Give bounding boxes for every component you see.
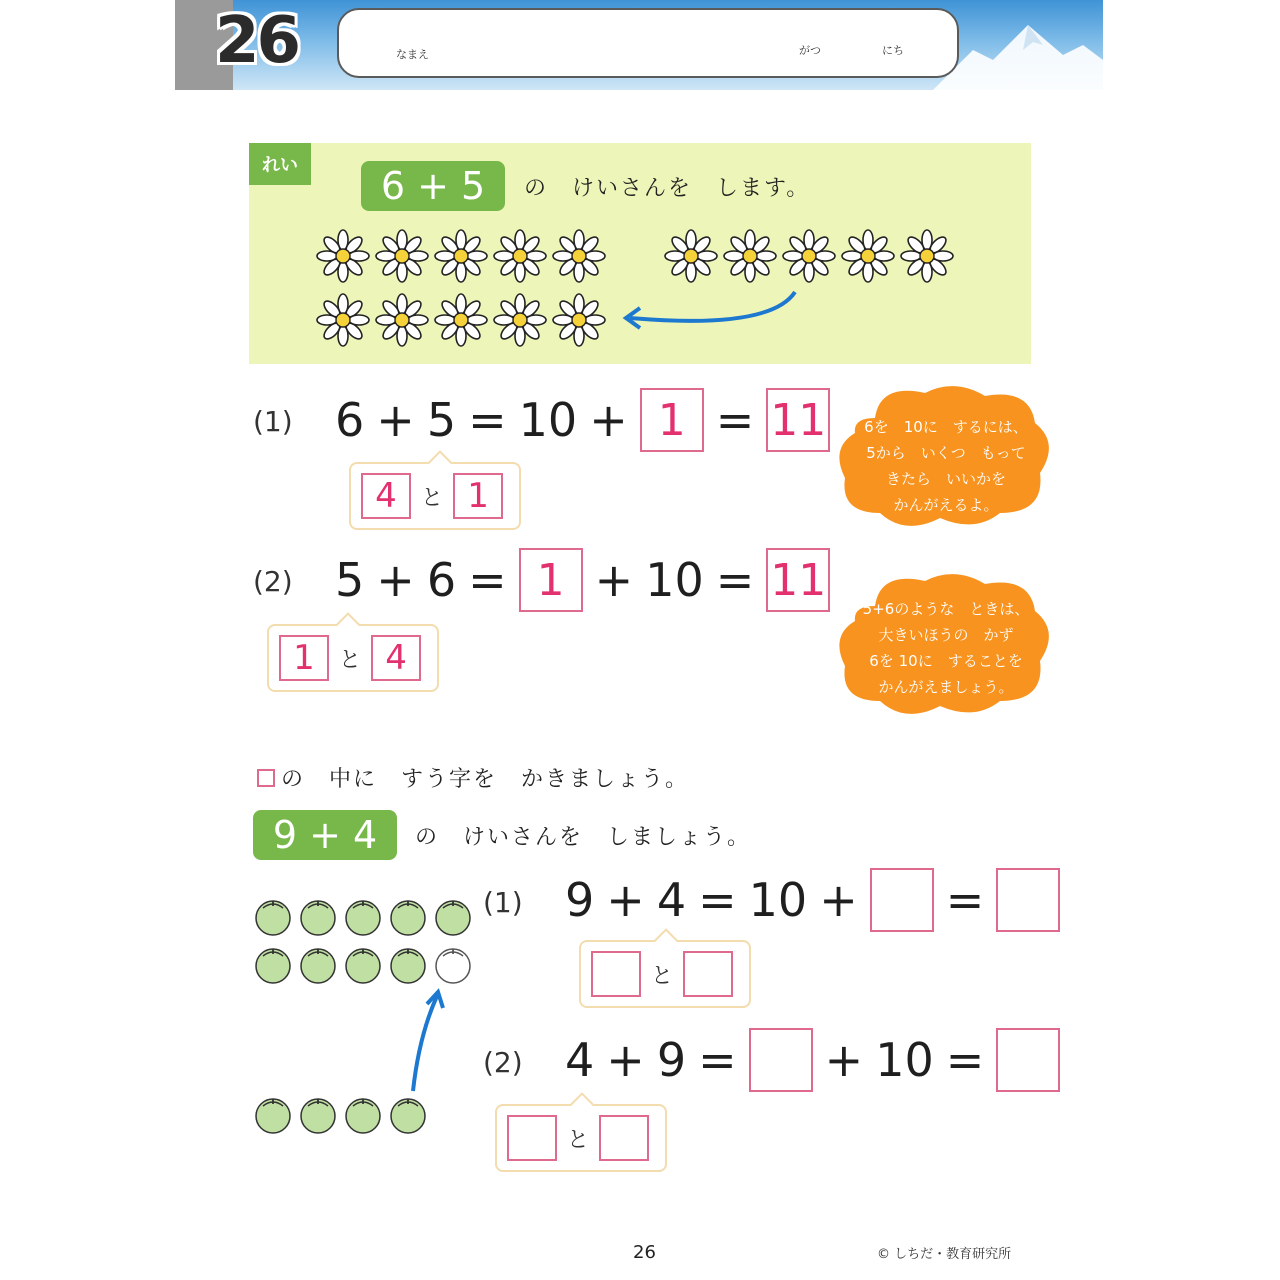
q-problem-2-equation [565, 1028, 1060, 1092]
operand-b: 4 [656, 873, 687, 927]
split-box-right[interactable]: 4 [371, 635, 421, 681]
split-to: と [651, 963, 674, 989]
melon-empty-icon [433, 944, 473, 984]
answer-box-empty[interactable] [996, 1028, 1060, 1092]
flower-group-six-bottom [315, 292, 607, 348]
square-icon [257, 769, 275, 787]
melon-icon [253, 944, 293, 984]
split-box [349, 462, 521, 530]
split-to: と [421, 485, 444, 511]
question-text: の けいさんを しましょう。 [415, 825, 752, 850]
split-notch [427, 450, 452, 475]
split-box-right-empty[interactable] [599, 1115, 649, 1161]
split-box-left[interactable]: 4 [361, 473, 411, 519]
plus-sign: + [589, 393, 628, 447]
plus-sign: + [594, 553, 634, 607]
flower-icon [315, 292, 371, 348]
split-box-left-empty[interactable] [591, 951, 641, 997]
split-box [495, 1104, 667, 1172]
split-to: と [339, 647, 362, 673]
ten-value: 10 [875, 1033, 934, 1087]
operand-b: 6 [426, 553, 457, 607]
ten-value: 10 [518, 393, 578, 447]
melon-icon [388, 944, 428, 984]
plus-sign: + [606, 1033, 645, 1087]
problem-2-label: (2) [253, 565, 293, 598]
split-box [267, 624, 439, 692]
arrow-left-icon [620, 280, 800, 340]
hint-text-1: 6を 10に するには、 5から いくつ もって きたら いいかを かんがえるよ。 [864, 418, 1028, 514]
answer-box[interactable]: 11 [766, 548, 830, 612]
question-expression: 9 + 4 [253, 810, 397, 860]
flower-icon [492, 292, 548, 348]
worksheet-page [175, 0, 1103, 1280]
ten-value: 10 [748, 873, 808, 927]
melon-icon [253, 1094, 293, 1134]
operand-b: 5 [426, 393, 457, 447]
flower-group-six-top [315, 228, 607, 284]
instruction [257, 762, 689, 793]
flower-icon [781, 228, 837, 284]
answer-box-empty[interactable] [749, 1028, 813, 1092]
split-notch [653, 928, 678, 953]
flower-icon [551, 292, 607, 348]
melon-icon [298, 944, 338, 984]
flower-icon [374, 228, 430, 284]
split-notch [569, 1092, 594, 1117]
split-box-left-empty[interactable] [507, 1115, 557, 1161]
flower-icon [899, 228, 955, 284]
problem-1-equation [335, 388, 830, 452]
flower-icon [492, 228, 548, 284]
melon-icon [343, 1094, 383, 1134]
name-date-box[interactable] [337, 8, 959, 78]
split-box-left[interactable]: 1 [279, 635, 329, 681]
answer-box-empty[interactable] [996, 868, 1060, 932]
plus-sign: + [819, 873, 858, 927]
answer-box[interactable]: 1 [640, 388, 704, 452]
melon-row-2 [253, 944, 473, 984]
arrow-up-icon [401, 986, 451, 1096]
equals-sign: = [715, 553, 755, 607]
copyright: © しちだ・教育研究所 [877, 1247, 1012, 1262]
equals-sign: = [468, 393, 507, 447]
equals-sign: = [945, 873, 985, 927]
operand-a: 6 [335, 393, 365, 447]
operand-a: 4 [565, 1033, 595, 1087]
plus-sign: + [376, 553, 415, 607]
example-expression: 6 + 5 [361, 161, 505, 211]
answer-box-empty[interactable] [870, 868, 934, 932]
plus-sign: + [606, 873, 645, 927]
split-notch [335, 612, 360, 637]
melon-icon [253, 896, 293, 936]
equals-sign: = [698, 1033, 737, 1087]
flower-icon [551, 228, 607, 284]
answer-box[interactable]: 1 [519, 548, 583, 612]
flower-icon [840, 228, 896, 284]
hint-text-2: 5+6のような ときは、 大きいほうの かず 6を 10に することを かんがえましょう。 [862, 600, 1030, 696]
example-tag: れい [249, 143, 311, 185]
instruction-text: の 中に すう字を かきましょう。 [281, 767, 690, 792]
header-banner [175, 0, 1103, 90]
melon-icon [298, 896, 338, 936]
split-box [579, 940, 751, 1008]
melon-icon [388, 896, 428, 936]
melon-icon [298, 1094, 338, 1134]
answer-box[interactable]: 11 [766, 388, 830, 452]
ten-value: 10 [645, 553, 704, 607]
split-box-right[interactable]: 1 [453, 473, 503, 519]
flower-icon [374, 292, 430, 348]
lesson-number: 26 [215, 4, 299, 78]
q-problem-2-label: (2) [483, 1046, 523, 1079]
problem-2-equation [335, 548, 830, 612]
name-label: なまえ [396, 48, 429, 61]
flower-icon [433, 228, 489, 284]
example-text: の けいさんを します。 [524, 176, 811, 201]
flower-icon [663, 228, 719, 284]
plus-sign: + [376, 393, 415, 447]
equals-sign: = [468, 553, 507, 607]
q-problem-1-label: (1) [483, 886, 523, 919]
operand-a: 9 [565, 873, 595, 927]
equals-sign: = [715, 393, 755, 447]
equals-sign: = [698, 873, 737, 927]
flower-icon [315, 228, 371, 284]
melon-icon [388, 1094, 428, 1134]
month-label: がつ [799, 44, 821, 57]
day-label: にち [882, 44, 904, 57]
plus-sign: + [824, 1033, 864, 1087]
problem-1-label: (1) [253, 405, 293, 438]
melon-icon [343, 896, 383, 936]
melon-icon [343, 944, 383, 984]
split-box-right-empty[interactable] [683, 951, 733, 997]
flower-icon [433, 292, 489, 348]
melon-row-1 [253, 896, 473, 936]
operand-b: 9 [656, 1033, 687, 1087]
equals-sign: = [945, 1033, 985, 1087]
melon-row-3 [253, 1094, 428, 1134]
flower-icon [722, 228, 778, 284]
page-number: 26 [633, 1242, 656, 1263]
q-problem-1-equation [565, 868, 1060, 932]
melon-icon [433, 896, 473, 936]
operand-a: 5 [335, 553, 365, 607]
flower-group-five [663, 228, 955, 284]
split-to: と [567, 1127, 590, 1153]
